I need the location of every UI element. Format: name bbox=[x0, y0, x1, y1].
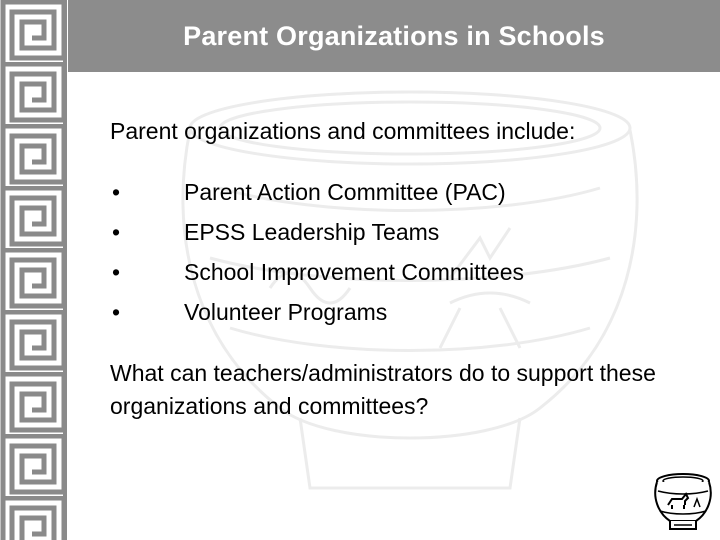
bullet-symbol: • bbox=[112, 299, 121, 325]
title-bar bbox=[68, 0, 720, 72]
bullet-symbol: • bbox=[112, 179, 121, 205]
list-item bbox=[110, 216, 524, 256]
bullet-symbol: • bbox=[112, 259, 121, 285]
bullet-list bbox=[110, 176, 524, 336]
list-item bbox=[110, 296, 524, 336]
bullet-text: School Improvement Committees bbox=[184, 259, 525, 285]
bullet-text: Volunteer Programs bbox=[184, 299, 388, 325]
question-text: What can teachers/administrators do to support these organizations and committees? bbox=[110, 360, 656, 419]
bullet-text: Parent Action Committee (PAC) bbox=[184, 179, 506, 205]
slide-title: Parent Organizations in Schools bbox=[183, 20, 605, 51]
greek-key-border bbox=[0, 0, 68, 540]
pottery-logo-icon bbox=[648, 467, 718, 537]
bullet-text: EPSS Leadership Teams bbox=[184, 219, 440, 245]
list-item bbox=[110, 176, 524, 216]
intro-text: Parent organizations and committees include: bbox=[110, 118, 576, 144]
bullet-symbol: • bbox=[112, 219, 121, 245]
list-item bbox=[110, 256, 524, 296]
